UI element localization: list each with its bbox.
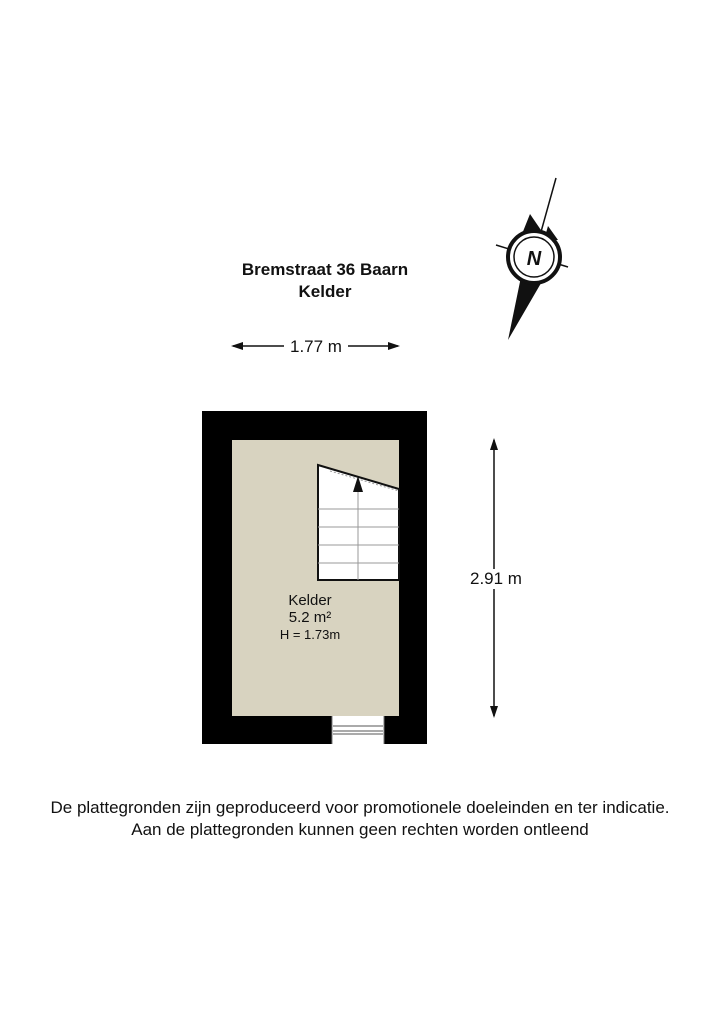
room-ceiling-height: H = 1.73m: [279, 627, 341, 642]
room-area: 5.2 m²: [288, 609, 332, 626]
address-title: Bremstraat 36 Baarn: [241, 260, 409, 279]
disclaimer-line-2: Aan de plattegronden kunnen geen rechten worden ontleend: [131, 820, 589, 839]
floor-title: Kelder: [298, 282, 352, 301]
room-name: Kelder: [288, 592, 332, 609]
window: [332, 716, 384, 744]
compass-label: N: [526, 248, 542, 270]
disclaimer-line-1: De plattegronden zijn geproduceerd voor promotionele doeleinden en ter indicatie.: [50, 798, 670, 817]
north-arrow-compass-icon: [496, 178, 568, 340]
height-dimension-label: 2.91 m: [465, 569, 527, 589]
width-dimension-label: 1.77 m: [284, 337, 348, 357]
